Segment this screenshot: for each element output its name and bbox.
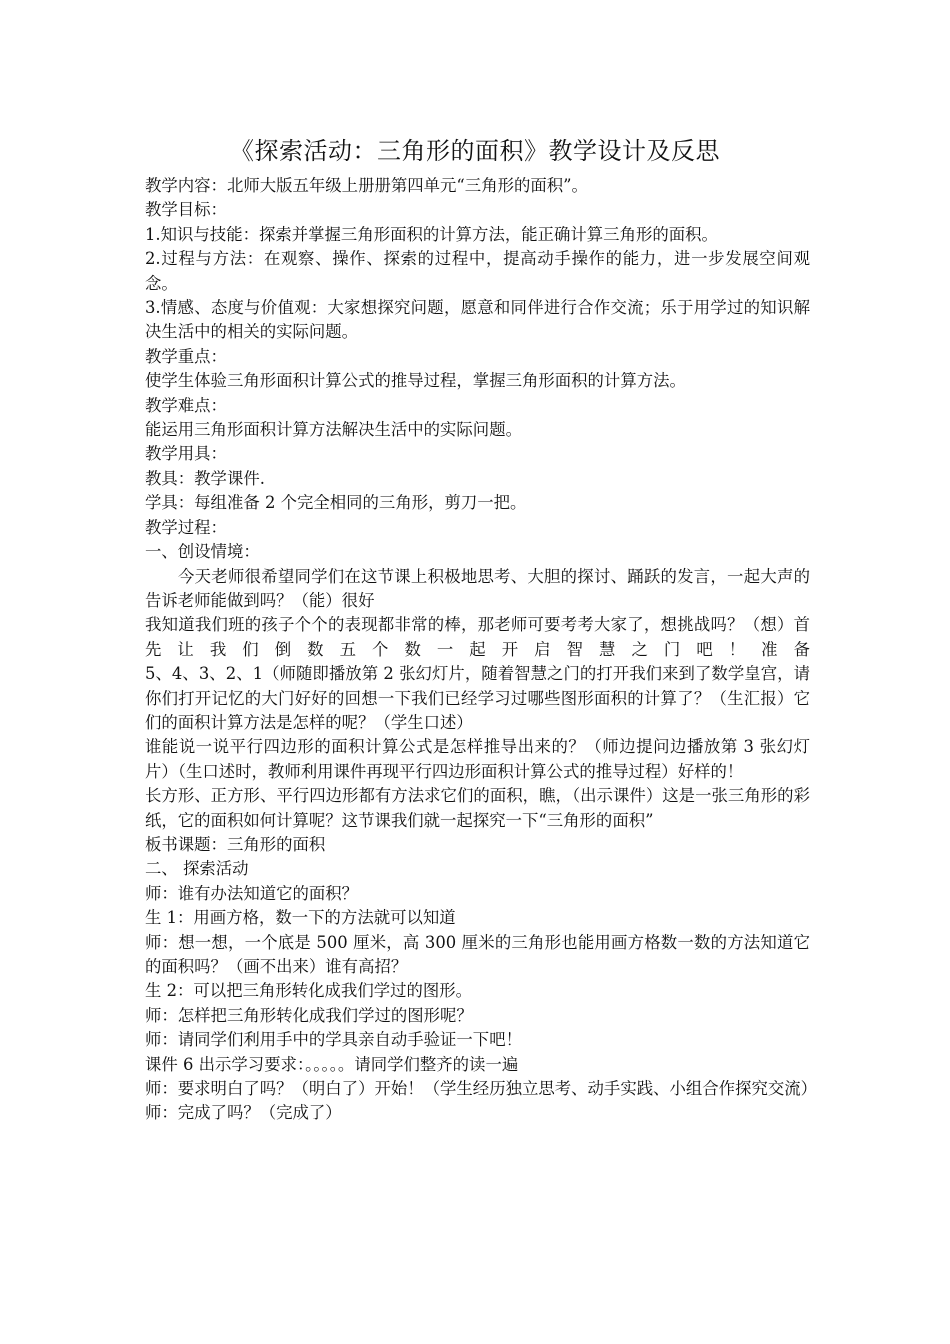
dialogue-line: 生 1：用画方格，数一下的方法就可以知道 [145,908,456,928]
paragraph-parallelogram: 谁能说一说平行四边形的面积计算公式是怎样推导出来的？（师边提问边播放第 3 张幻灯片）（生口述时，教师利用课件再现平行四边形面积计算公式的推导过程）好样的！ [145,737,810,781]
heading-objectives: 教学目标： [145,200,227,220]
teacher-tools: 教具：教学课件. [145,468,265,488]
dialogue-line: 师：想一想，一个底是 500 厘米，高 300 厘米的三角形也能用画方格数一数的方法知道它的面积吗？（画不出来）谁有高招？ [145,932,810,976]
dialogue-line: 课件 6 出示学习要求：。。。。。请同学们整齐的读一遍 [145,1054,519,1074]
document-title: 《探索活动：三角形的面积》教学设计及反思 [230,137,720,165]
paragraph-board-title: 板书课题：三角形的面积 [145,834,326,854]
paragraph-challenge: 我知道我们班的孩子个个的表现都非常的棒，那老师可要考考大家了，想挑战吗？（想）首先让我们倒数五个数一起开启智慧之门吧！准备 [145,615,810,659]
section-1-heading: 一、创设情境： [145,542,260,562]
objective-2: 2.过程与方法：在观察、操作、探索的过程中，提高动手操作的能力，进一步发展空间观念。 [145,249,810,293]
difficulties-text: 能运用三角形面积计算方法解决生活中的实际问题。 [145,420,522,440]
student-tools: 学具：每组准备 2 个完全相同的三角形，剪刀一把。 [145,493,527,513]
objective-1: 1.知识与技能：探索并掌握三角形面积的计算方法，能正确计算三角形的面积。 [145,224,718,244]
paragraph-countdown: 5、4、3、2、1（师随即播放第 2 张幻灯片，随着智慧之门的打开我们来到了数学皇宫，请你们打开记忆的大门好好的回想一下我们已经学习过哪些图形面积的计算了？（生汇报）它们的面积计算方法是怎样的呢？（学生口述） [145,664,810,732]
heading-process: 教学过程： [145,517,227,537]
paragraph-intro: 今天老师很希望同学们在这节课上积极地思考、大胆的探讨、踊跃的发言，一起大声的告诉老师能做到吗？（能）很好 [145,566,810,610]
heading-difficulties: 教学难点： [145,395,227,415]
dialogue-line: 师：谁有办法知道它的面积？ [145,883,359,903]
heading-tools: 教学用具： [145,444,227,464]
key-points-text: 使学生体验三角形面积计算公式的推导过程，掌握三角形面积的计算方法。 [145,371,686,391]
paragraph-triangle-question: 长方形、正方形、平行四边形都有方法求它们的面积，瞧，（出示课件）这是一张三角形的彩纸，它的面积如何计算呢？这节课我们就一起探究一下“三角形的面积” [145,786,810,830]
objective-3: 3.情感、态度与价值观：大家想探究问题，愿意和同伴进行合作交流；乐于用学过的知识解决生活中的相关的实际问题。 [145,298,810,342]
dialogue-line: 师：怎样把三角形转化成我们学过的图形呢？ [145,1005,473,1025]
paragraph-content: 教学内容：北师大版五年级上册册第四单元“三角形的面积”。 [145,176,588,195]
dialogue-line: 生 2：可以把三角形转化成我们学过的图形。 [145,981,473,1001]
document-body [145,174,818,1126]
dialogue-line: 师：完成了吗？（完成了） [145,1103,342,1123]
section-2-heading: 二、 探索活动 [145,859,249,879]
heading-key-points: 教学重点： [145,346,227,366]
dialogue-line: 师：请同学们利用手中的学具亲自动手验证一下吧！ [145,1030,522,1050]
dialogue-line: 师：要求明白了吗？（明白了）开始！（学生经历独立思考、动手实践、小组合作探究交流） [145,1079,818,1099]
